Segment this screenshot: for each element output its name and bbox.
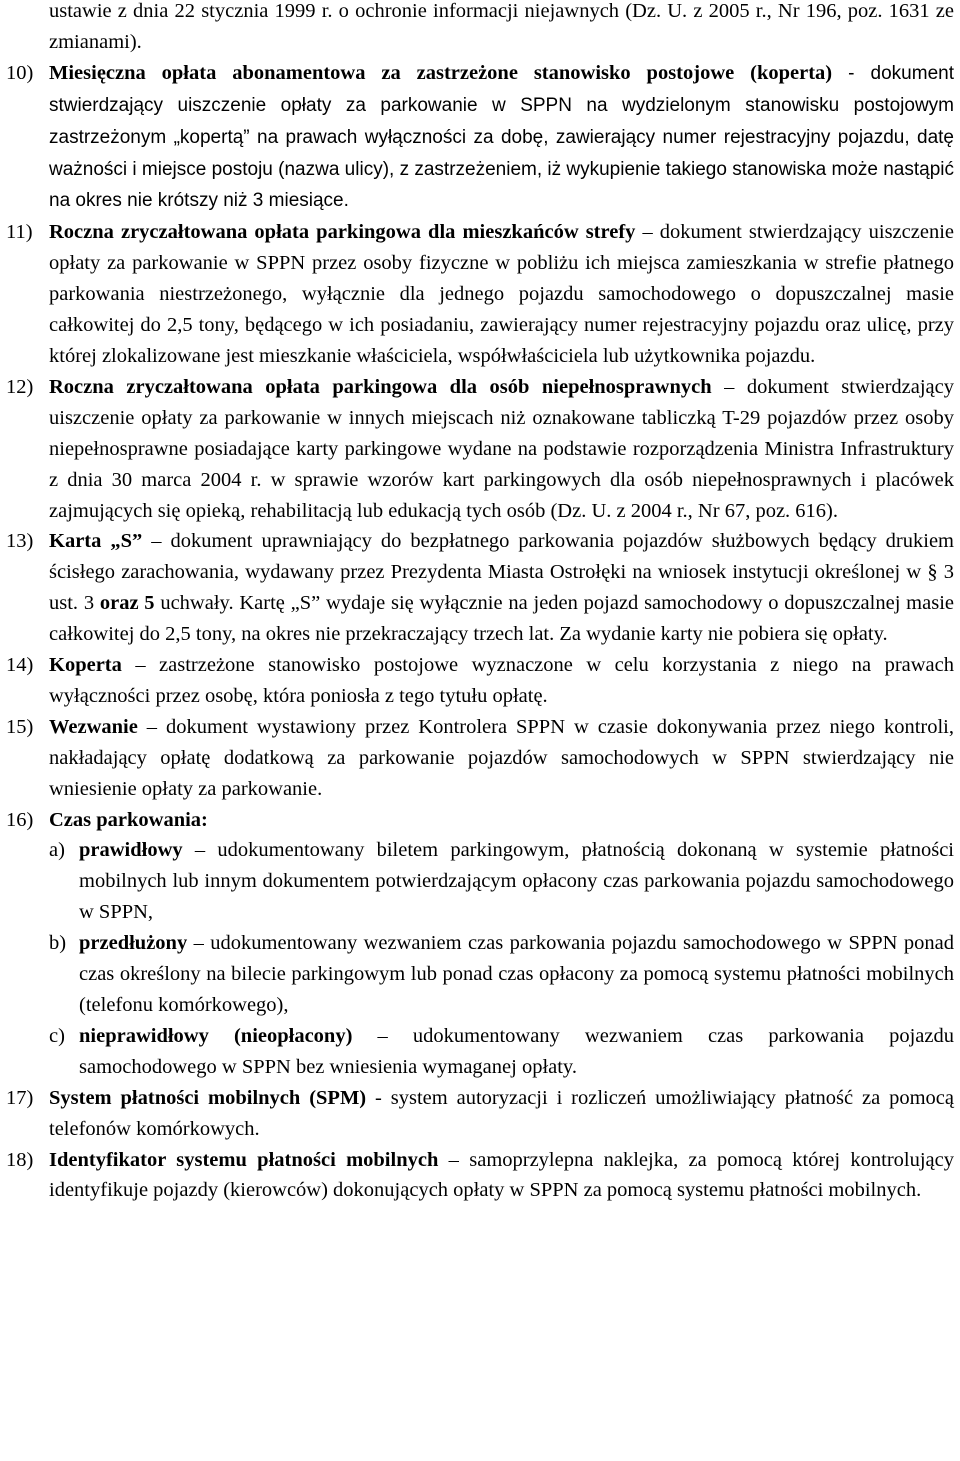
subitem-definition: – udokumentowany wezwaniem czas parkowania pojazdu samochodowego w SPPN bez wniesienia wymaganej opłaty. <box>79 1024 954 1078</box>
item-definition-bold: oraz 5 <box>99 592 155 615</box>
item-number: 12) <box>6 375 34 398</box>
item-definition: – samoprzylepna naklejka, za pomocą której kontrolujący identyfikuje pojazdy (kierowców) dokonujących opłaty w SPPN za pomocą systemu płatności mobilnych. <box>49 1148 954 1202</box>
definition-item-14 <box>6 650 954 712</box>
item-definition: – dokument wystawiony przez Kontrolera SPPN w czasie dokonywania przez niego kontroli, nakładający opłatę dodatkową za parkowanie pojazdów samochodowych w SPPN stwierdzający nie wniesienie opłaty za parkowanie. <box>49 715 954 800</box>
item-term: Identyfikator systemu płatności mobilnych <box>49 1148 439 1171</box>
definition-item-18 <box>6 1145 954 1207</box>
definition-item-10 <box>6 58 954 218</box>
subitem-a <box>49 835 954 928</box>
definition-item-12 <box>6 372 954 527</box>
definition-item-13 <box>6 526 954 650</box>
item-definition: – zastrzeżone stanowisko postojowe wyznaczone w celu korzystania z niego na prawach wyłączności przez osobę, która poniosła z tego tytułu opłatę. <box>49 654 954 707</box>
item-term: Roczna zryczałtowana opłata parkingowa dla mieszkańców strefy <box>49 221 636 244</box>
item-body <box>49 217 954 372</box>
item-number: 18) <box>6 1148 34 1171</box>
subitem-letter: b) <box>49 932 67 955</box>
item-term: Karta „S” <box>49 530 143 553</box>
item-number: 11) <box>6 221 33 244</box>
continuation-paragraph: ustawie z dnia 22 stycznia 1999 r. o ochronie informacji niejawnych (Dz. U. z 2005 r., Nr 196, poz. 1631 ze zmianami). <box>49 0 954 53</box>
item-number: 13) <box>6 530 34 553</box>
subitem-term: przedłużony <box>79 932 188 955</box>
subitem-body <box>79 928 954 1021</box>
item-number: 15) <box>6 715 34 738</box>
item-body <box>49 372 954 527</box>
item-number: 17) <box>6 1086 34 1109</box>
subitem-letter: a) <box>49 839 65 862</box>
item-term: Koperta <box>49 654 122 677</box>
subitem-letter: c) <box>49 1024 65 1047</box>
item-definition: – dokument stwierdzający uiszczenie opłaty za parkowanie w innych miejscach niż oznakowane tabliczką T-29 pojazdów przez osoby niepełnosprawne posiadające karty parkingowe wydane na podstawie rozporządzenia Ministra Infrastruktury z dnia 30 marca 2004 r. w sprawie wzorów kart parkingowych dla osób niepełnosprawnych i placówek zajmujących się opieką, rehabilitacją lub edukacją tych osób (Dz. U. z 2004 r., Nr 67, poz. 616). <box>49 375 954 522</box>
subitem-definition: – udokumentowany wezwaniem czas parkowania pojazdu samochodowego w SPPN ponad czas określony na bilecie parkingowym lub ponad czas opłacony za pomocą systemu płatności mobilnych (telefonu komórkowego), <box>79 932 954 1016</box>
definition-item-15 <box>6 712 954 805</box>
item-body <box>49 650 954 712</box>
item-term: Wezwanie <box>49 715 138 738</box>
item-body <box>49 712 954 805</box>
subitem-b <box>49 928 954 1021</box>
subitem-definition: – udokumentowany biletem parkingowym, płatnością dokonaną w systemie płatności mobilnych lub innym dokumentem potwierdzającym opłacony czas parkowania pojazdu samochodowego w SPPN, <box>79 839 954 924</box>
item-number: 16) <box>6 808 34 831</box>
item-definition-part-1: – dokument uprawniający do bezpłatnego parkowania pojazdów służbowych będący drukiem ścisłego zarachowania, wydawany przez Prezydenta Miasta Ostrołęki na wniosek instytucji określonej w § 3 ust. 3 <box>49 530 954 615</box>
item-body <box>49 526 954 650</box>
item-number: 14) <box>6 654 34 677</box>
item-definition-part-2: uchwały. Kartę „S” wydaje się wyłącznie na jeden pojazd samochodowy o dopuszczalnej masie całkowitej do 2,5 tony, na okres nie przekraczający trzech lat. Za wydanie karty nie pobiera się opłaty. <box>49 592 954 646</box>
item-body <box>49 805 954 1083</box>
definition-item-17 <box>6 1083 954 1145</box>
item-definition: – dokument stwierdzający uiszczenie opłaty za parkowanie w SPPN przez osoby fizyczne w pobliżu ich miejsca zamieszkania w strefie płatnego parkowania niestrzeżonego, wyłącznie dla jednego pojazdu samochodowego o dopuszczalnej masie całkowitej do 2,5 tony, będącego w ich posiadaniu, zawierający numer rejestracyjny pojazdu oraz ulicę, przy której zlokalizowane jest mieszkanie właściciela, współwłaściciela lub użytkownika pojazdu. <box>49 221 954 367</box>
item-body <box>49 58 954 218</box>
subitem-body <box>79 1021 954 1083</box>
item-term: System płatności mobilnych (SPM) <box>49 1086 367 1109</box>
subitem-term: nieprawidłowy (nieopłacony) <box>79 1024 353 1047</box>
item-term: Roczna zryczałtowana opłata parkingowa dla osób niepełnosprawnych <box>49 375 712 398</box>
item-body <box>49 1083 954 1145</box>
definition-item-11 <box>6 217 954 372</box>
subitem-c <box>49 1021 954 1083</box>
item-definition: - system autoryzacji i rozliczeń umożliwiający płatność za pomocą telefonów komórkowych. <box>49 1086 954 1140</box>
item-body <box>49 1145 954 1207</box>
subitem-body <box>79 835 954 928</box>
item-definition: - dokument stwierdzający uiszczenie opłaty za parkowanie w SPPN na wydzielonym stanowisku postojowym zastrzeżonym „kopertą” na prawach wyłączności za dobę, zawierający numer rejestracyjny pojazdu, datę ważności i miejsce postoju (nazwa ulicy), z zastrzeżeniem, iż wykupienie takiego stanowiska może nastąpić na okres nie krótszy niż 3 miesiące. <box>49 62 954 212</box>
item-number: 10) <box>6 61 34 84</box>
subitem-term: prawidłowy <box>79 839 183 862</box>
item-term: Czas parkowania: <box>49 808 208 831</box>
definition-item-16 <box>6 805 954 1083</box>
item-term: Miesięczna opłata abonamentowa za zastrzeżone stanowisko postojowe (koperta) <box>49 61 833 84</box>
